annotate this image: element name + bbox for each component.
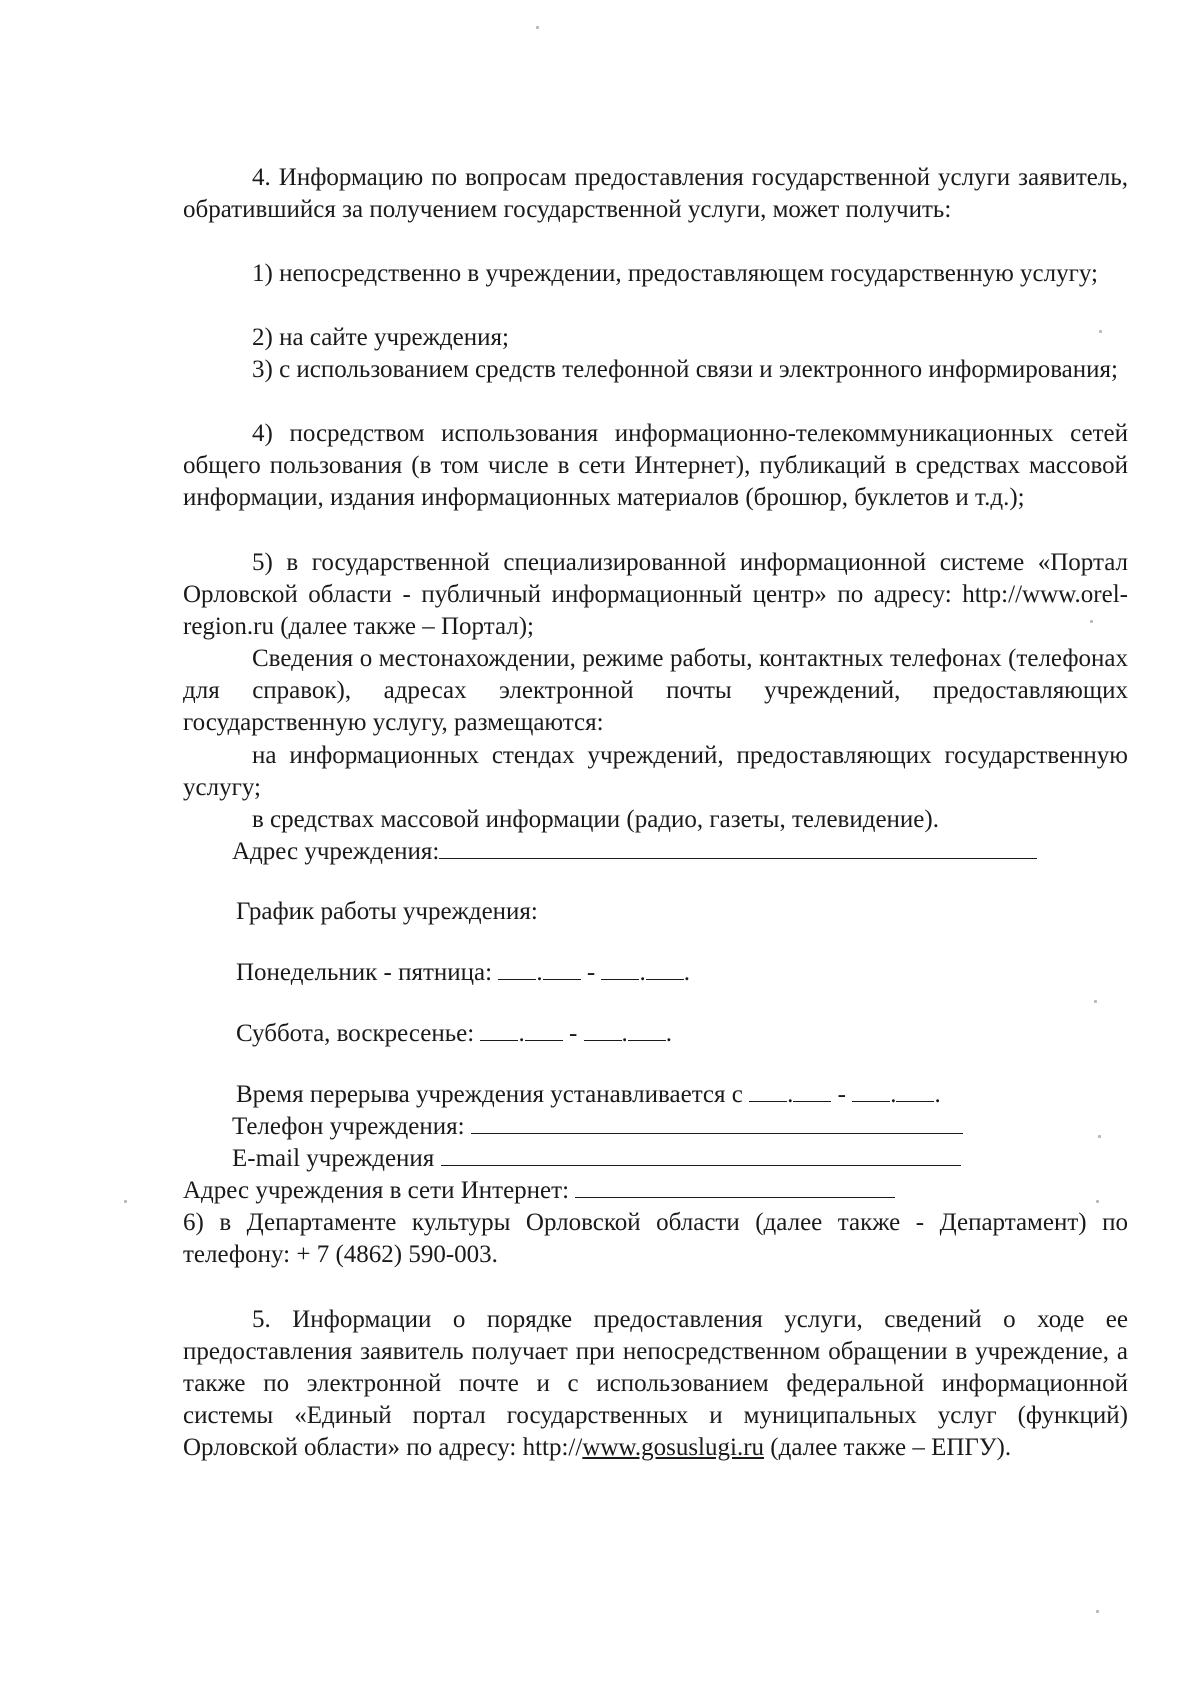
address-blank: [439, 836, 1037, 859]
email-line: [232, 1143, 961, 1175]
scan-speck: [1096, 1200, 1099, 1203]
item4-point3: 3) с использованием средств телефонной связи и электронного информирования;: [252, 356, 1118, 383]
time-separator: .: [621, 1020, 628, 1047]
item4-stands-paragraph: на информационных стендах учреждений, предоставляющих государственную услугу;: [183, 742, 1128, 801]
break-end-hours-blank: [852, 1079, 890, 1102]
item4-point1: 1) непосредственно в учреждении, предоставляющем государственную услугу;: [252, 260, 1098, 287]
range-separator: -: [568, 1020, 578, 1047]
item5-url-prefix: http://: [522, 1434, 583, 1461]
time-separator: .: [518, 1020, 525, 1047]
item6-paragraph: 6) в Департаменте культуры Орловской области (далее также - Департамент) по телефону: + 7 (4862) 590-003.: [183, 1209, 1128, 1268]
range-separator: -: [837, 1081, 846, 1108]
time-separator: .: [890, 1081, 897, 1108]
item4-media-paragraph: в средствах массовой информации (радио, газеты, телевидение).: [252, 806, 939, 833]
item4-point5: 5) в государственной специализированной информационной системе «Портал Орловской области - публичный информационный центр» по адресу: http://www.orel-region.ru (далее также – Портал);: [183, 549, 1128, 640]
break-label: Время перерыва учреждения устанавливается с: [236, 1081, 743, 1108]
email-blank: [441, 1143, 961, 1166]
weekdays-start-minutes-blank: [543, 957, 581, 980]
weekdays-line: [236, 957, 690, 989]
end-dot: .: [665, 1020, 673, 1047]
weekdays-end-hours-blank: [601, 957, 639, 980]
break-start-hours-blank: [749, 1079, 787, 1102]
scan-speck: [1098, 1135, 1101, 1138]
weekend-label: Суббота, воскресенье:: [236, 1020, 475, 1047]
item4-point2: 2) на сайте учреждения;: [252, 324, 509, 351]
item4-intro: 4. Информацию по вопросам предоставления государственной услуги заявитель, обратившийся за получением государственной услуги, может получить:: [183, 164, 1128, 223]
break-start-minutes-blank: [793, 1079, 831, 1102]
end-dot: .: [683, 959, 690, 986]
address-label: Адрес учреждения:: [232, 838, 440, 865]
scan-speck: [1096, 1610, 1099, 1613]
break-end-minutes-blank: [896, 1079, 934, 1102]
schedule-label: График работы учреждения:: [236, 898, 538, 925]
address-line: [232, 836, 1037, 868]
weekend-end-minutes-blank: [628, 1018, 666, 1041]
end-dot: .: [934, 1081, 941, 1108]
item4-point4: 4) посредством использования информационно-телекоммуникационных сетей общего пользования (в том числе в сети Интернет), публикаций в средствах массовой информации, издания информационных материалов (брошюр, буклетов и т.д.);: [183, 420, 1128, 511]
phone-blank: [471, 1111, 963, 1134]
weekend-start-minutes-blank: [525, 1018, 563, 1041]
weekend-end-hours-blank: [584, 1018, 622, 1041]
time-separator: .: [639, 959, 646, 986]
web-label: Адрес учреждения в сети Интернет:: [183, 1177, 570, 1204]
time-separator: .: [787, 1081, 794, 1108]
email-label: E-mail учреждения: [232, 1145, 435, 1172]
item5-paragraph: [183, 1304, 1128, 1464]
weekend-start-hours-blank: [480, 1018, 518, 1041]
weekdays-label: Понедельник - пятница:: [236, 959, 493, 986]
weekend-line: [236, 1018, 672, 1050]
scan-speck: [1099, 330, 1102, 333]
weekdays-end-minutes-blank: [646, 957, 684, 980]
web-line: [183, 1175, 895, 1207]
scan-speck: [124, 1200, 127, 1203]
item4-info-paragraph: Сведения о местонахождении, режиме работы, контактных телефонах (телефонах для справок), адресах электронной почты учреждений, предоставляющих государственную услугу, размещаются:: [183, 645, 1128, 736]
range-separator: -: [586, 959, 596, 986]
phone-label: Телефон учреждения:: [232, 1113, 465, 1140]
gosuslugi-link[interactable]: www.gosuslugi.ru: [582, 1434, 765, 1461]
weekdays-start-hours-blank: [498, 957, 536, 980]
phone-line: [232, 1111, 963, 1143]
break-line: [236, 1079, 941, 1111]
web-blank: [575, 1175, 895, 1198]
time-separator: .: [536, 959, 543, 986]
scan-speck: [1094, 1000, 1097, 1003]
scan-speck: [1090, 620, 1093, 623]
item5-text: 5. Информации о порядке предоставления услуги, сведений о ходе ее предоставления заявитель получает при непосредственном обращении в учреждение, а также по электронной почте и с использованием федеральной информационной системы «Единый портал государственных и муниципальных услуг (функций) Орловской области» по адресу:: [183, 1306, 1128, 1461]
scan-speck: [536, 26, 539, 29]
item5-url-suffix: (далее также – ЕПГУ).: [764, 1434, 1012, 1461]
